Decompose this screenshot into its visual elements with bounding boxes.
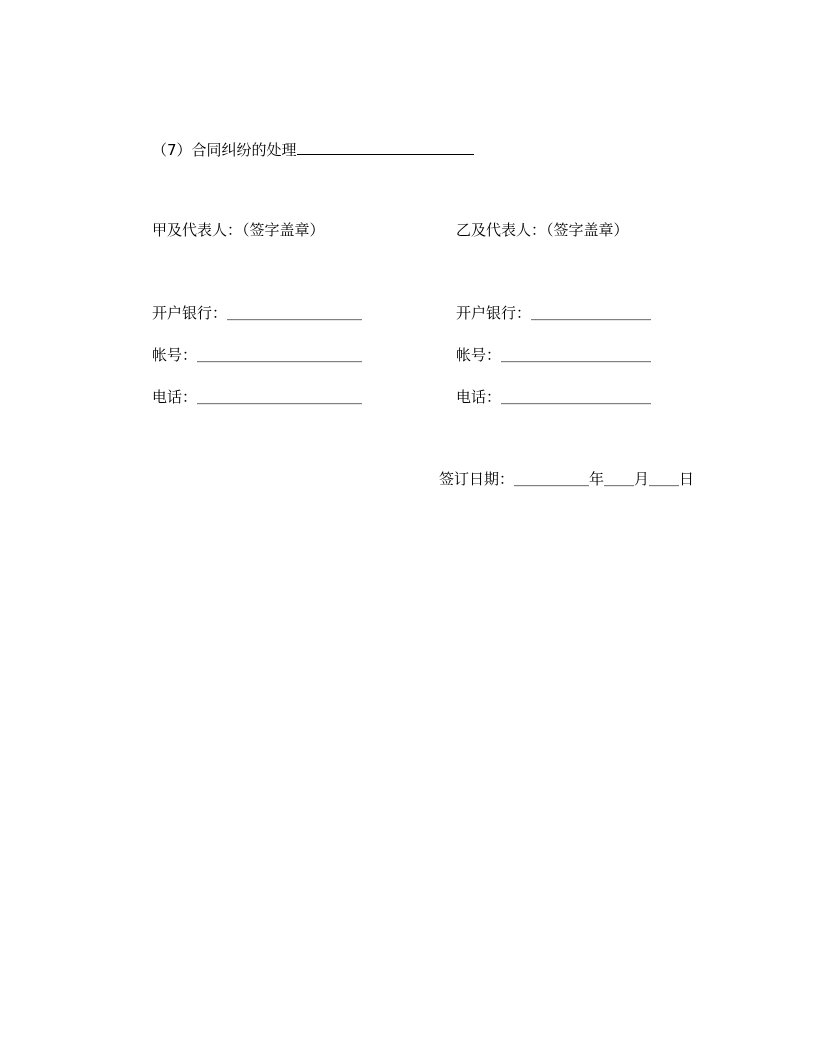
party-b-representative: 乙及代表人：（签字盖章） bbox=[456, 221, 629, 239]
party-b-bank: 开户银行：＿＿＿＿＿＿＿＿ bbox=[456, 304, 652, 322]
clause-7-line bbox=[152, 138, 474, 160]
party-a-account: 帐号：＿＿＿＿＿＿＿＿＿＿＿ bbox=[152, 346, 363, 364]
party-a-phone: 电话：＿＿＿＿＿＿＿＿＿＿＿ bbox=[152, 388, 363, 406]
party-a-representative: 甲及代表人：（签字盖章） bbox=[152, 221, 325, 239]
party-b-phone: 电话：＿＿＿＿＿＿＿＿＿＿ bbox=[456, 388, 652, 406]
party-a-bank: 开户银行：＿＿＿＿＿＿＿＿＿ bbox=[152, 304, 363, 322]
party-b-account: 帐号：＿＿＿＿＿＿＿＿＿＿ bbox=[456, 346, 652, 364]
signing-date: 签订日期：＿＿＿＿＿年＿＿月＿＿日 bbox=[439, 470, 695, 488]
clause-7-blank bbox=[297, 138, 474, 155]
clause-7-text: （7）合同纠纷的处理 bbox=[152, 141, 297, 159]
